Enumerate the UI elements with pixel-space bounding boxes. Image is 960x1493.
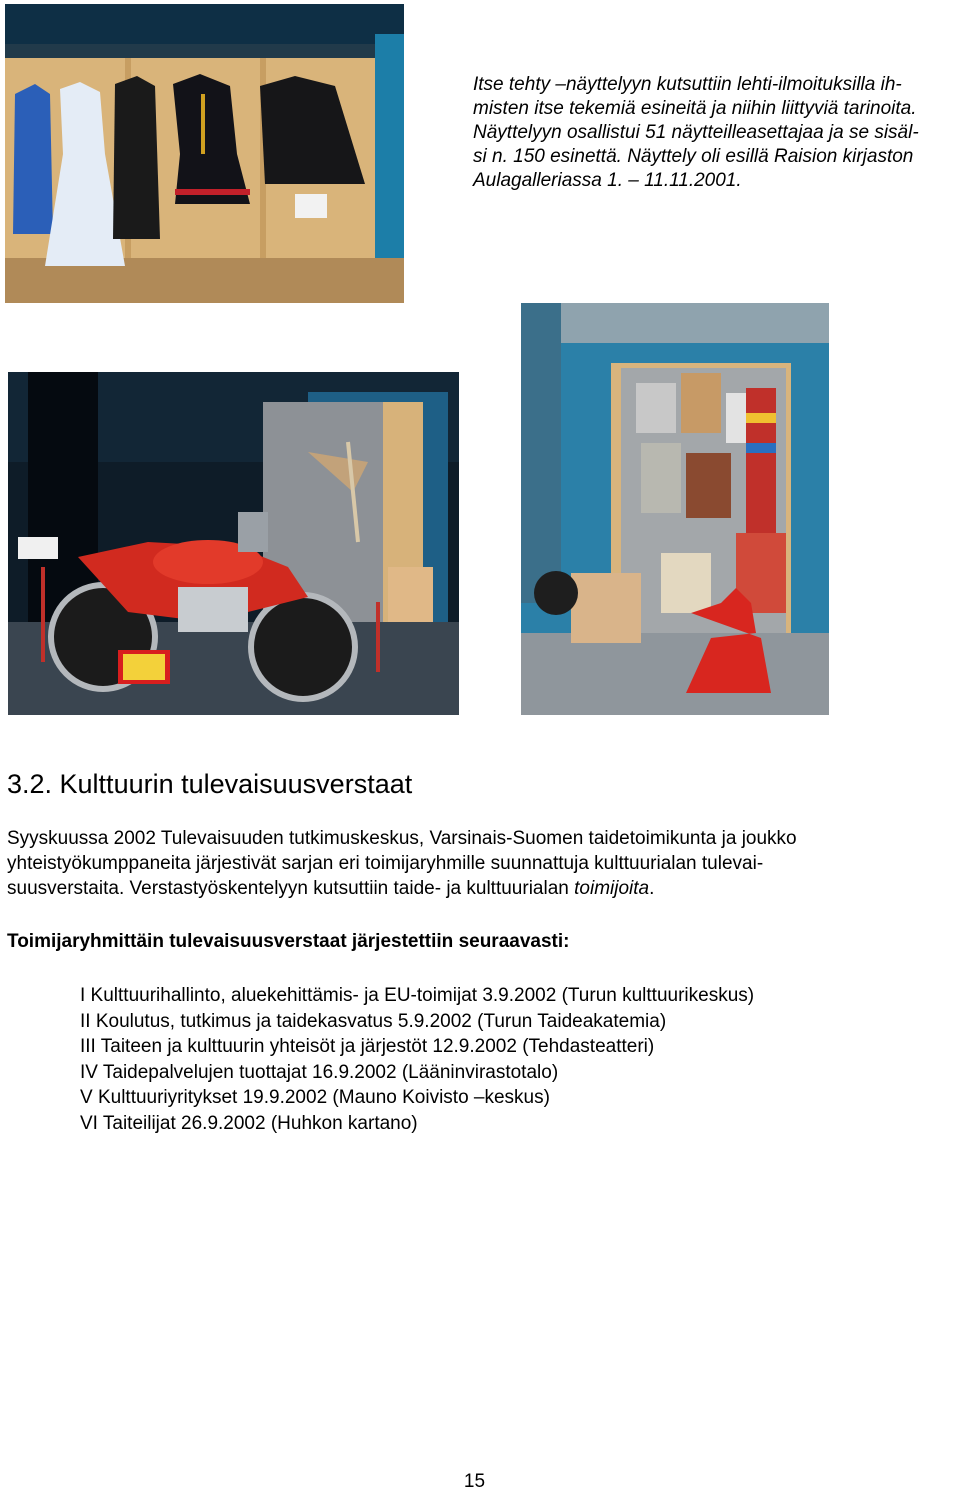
list-item: I Kulttuurihallinto, aluekehittämis- ja EU-toimijat 3.9.2002 (Turun kulttuurikeskus)	[80, 985, 755, 1006]
paragraph-line	[7, 876, 951, 901]
list-item: V Kulttuuriyritykset 19.9.2002 (Mauno Koivisto –keskus)	[80, 1087, 550, 1108]
section-paragraph	[7, 826, 951, 901]
list-item: III Taiteen ja kulttuurin yhteisöt ja järjestöt 12.9.2002 (Tehdasteatteri)	[80, 1036, 655, 1057]
knitwear-exhibition-photo	[521, 303, 829, 715]
exhibition-clothes-photo	[5, 4, 404, 303]
list-subheading: Toimijaryhmittäin tulevaisuusverstaat järjestettiin seuraavasti:	[7, 931, 570, 952]
section-heading: 3.2. Kulttuurin tulevaisuusverstaat	[7, 769, 413, 799]
photo-caption	[473, 73, 958, 193]
list-item: VI Taiteilijat 26.9.2002 (Huhkon kartano)	[80, 1112, 418, 1134]
caption-line: si n. 150 esinettä. Näyttely oli esillä Raision kirjaston	[473, 146, 914, 167]
list-item: II Koulutus, tutkimus ja taidekasvatus 5.9.2002 (Turun Taideakatemia)	[80, 1010, 667, 1032]
caption-line: Aulagalleriassa 1. – 11.11.2001.	[473, 170, 742, 191]
paragraph-line: yhteistyökumppaneita järjestivät sarjan eri toimijaryhmille suunnattuja kulttuurialan tulevai-	[7, 853, 764, 874]
paragraph-period: .	[649, 878, 655, 899]
paragraph-text: suusverstaita. Verstastyöskentelyyn kutsuttiin taide- ja kulttuurialan	[7, 878, 575, 899]
motorcycle-exhibition-photo	[8, 372, 459, 715]
paragraph-emphasis: toimijoita	[574, 878, 650, 899]
caption-line: misten itse tekemiä esineitä ja niihin liittyviä tarinoita.	[473, 98, 917, 119]
caption-line: Näyttelyyn osallistui 51 näytteilleasettajaa ja se sisäl-	[473, 122, 919, 143]
caption-line: Itse tehty –näyttelyyn kutsuttiin lehti-ilmoituksilla ih-	[473, 74, 902, 95]
workshop-list	[80, 983, 754, 1136]
list-item: IV Taidepalvelujen tuottajat 16.9.2002 (Lääninvirastotalo)	[80, 1061, 559, 1083]
paragraph-line: Syyskuussa 2002 Tulevaisuuden tutkimuskeskus, Varsinais-Suomen taidetoimikunta ja joukko	[7, 828, 797, 849]
page-number: 15	[463, 1471, 486, 1492]
